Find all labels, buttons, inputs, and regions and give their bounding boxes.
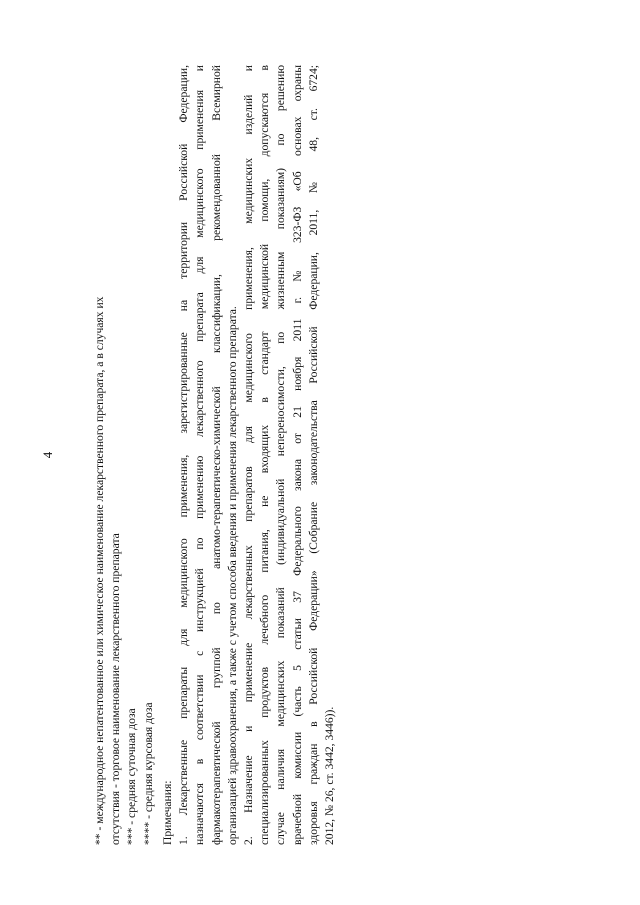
footnote-line: отсутствия - торговое наименование лекарственного препарата xyxy=(109,533,123,845)
notes-heading: Примечания: xyxy=(161,780,174,845)
note-line: специализированных продуктов лечебного питания, не входящих в стандарт медицинской помощи, допускаются в xyxy=(258,65,272,845)
note-line: случае наличия медицинских показаний (индивидуальной непереносимости, по жизненным показаниям) по решению xyxy=(274,65,288,845)
footnote-line: ** - международное непатентованное или химическое наименование лекарственного препарата, а в случаях их xyxy=(93,296,106,845)
note-line: врачебной комиссии (часть 5 статьи 37 Федерального закона от 21 ноября 2011 г. № 323-ФЗ «Об основах охраны xyxy=(290,65,304,845)
note-2 xyxy=(241,65,338,845)
note-line: организацией здравоохранения, а также с учетом способа введения и применения лекарственного препарата. xyxy=(225,306,239,845)
note-line: фармакотерапевтической группой по анатомо-терапевтическо-химической классификации, рекомендованной Всемирной xyxy=(209,65,223,845)
note-line: 2012, № 26, ст. 3442, 3446)). xyxy=(323,706,337,845)
page-number: 4 xyxy=(40,451,55,459)
rotated-content xyxy=(40,65,560,845)
note-1 xyxy=(176,65,241,845)
footnote-line: *** - средняя суточная доза xyxy=(125,708,139,845)
footnote-line: **** - средняя курсовая доза xyxy=(141,702,155,845)
notes-section xyxy=(160,65,338,845)
note-line: назначаются в соответствии с инструкцией по применению лекарственного препарата для медицинского применения и xyxy=(193,65,207,845)
note-line: здоровья граждан в Российской Федерации» (Собрание законодательства Российской Федерации, 2011, № 48, ст. 6724; xyxy=(306,65,320,845)
note-line: 1. Лекарственные препараты для медицинского применения, зарегистрированные на территории Российской Федерации, xyxy=(177,65,191,845)
note-line: 2. Назначение и применение лекарственных препаратов для медицинского применения, медицинских изделий и xyxy=(242,65,256,845)
footnotes xyxy=(92,65,157,845)
